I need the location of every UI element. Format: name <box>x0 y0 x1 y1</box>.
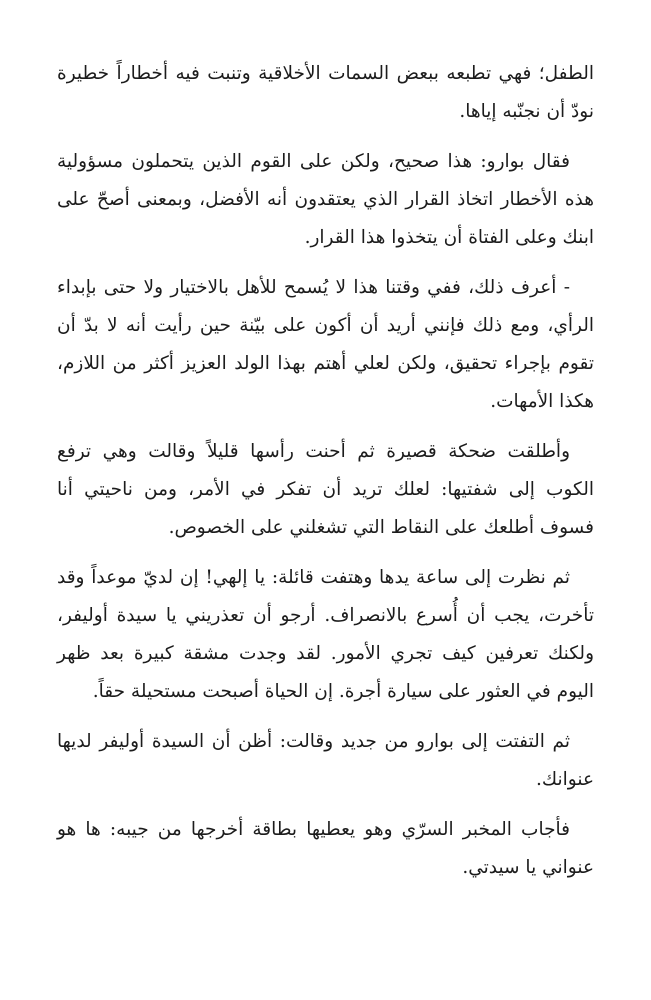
paragraph-6: ثم التفتت إلى بوارو من جديد وقالت: أظن أن السيدة أوليفر لديها عنوانك. <box>57 731 594 790</box>
paragraph-7: فأجاب المخبر السرّي وهو يعطيها بطاقة أخرجها من جيبه: ها هو عنواني يا سيدتي. <box>57 819 594 878</box>
paragraph-2: فقال بوارو: هذا صحيح، ولكن على القوم الذين يتحملون مسؤولية هذه الأخطار اتخاذ القرار الذي يعتقدون أنه الأفضل، وبمعنى أصحّ على ابنك وعلى الفتاة أن يتخذوا هذا القرار. <box>57 151 594 248</box>
book-page <box>57 55 594 899</box>
paragraph-4: وأطلقت ضحكة قصيرة ثم أحنت رأسها قليلاً وقالت وهي ترفع الكوب إلى شفتيها: لعلك تريد أن تفكر في الأمر، ومن ناحيتي أنا فسوف أطلعك على النقاط التي تشغلني على الخصوص. <box>57 441 594 538</box>
paragraph-5: ثم نظرت إلى ساعة يدها وهتفت قائلة: يا إلهي! إن لديّ موعداً وقد تأخرت، يجب أن أُسرع بالانصراف. أرجو أن تعذريني يا سيدة أوليفر، ولكنك تعرفين كيف تجري الأمور. لقد وجدت مشقة كبيرة بعد ظهر اليوم في العثور على سيارة أجرة. إن الحياة أصبحت مستحيلة حقاً. <box>57 567 594 702</box>
paragraph-1: الطفل؛ فهي تطبعه ببعض السمات الأخلاقية وتنبت فيه أخطاراً خطيرة نودّ أن نجنّبه إياها. <box>57 63 594 122</box>
paragraph-3: - أعرف ذلك، ففي وقتنا هذا لا يُسمح للأهل بالاختيار ولا حتى بإبداء الرأي، ومع ذلك فإنني أريد أن أكون على بيّنة حين رأيت أنه لا بدّ أن تقوم بإجراء تحقيق، ولكن لعلي أهتم بهذا الولد العزيز أكثر من اللازم، هكذا الأمهات. <box>57 277 594 412</box>
